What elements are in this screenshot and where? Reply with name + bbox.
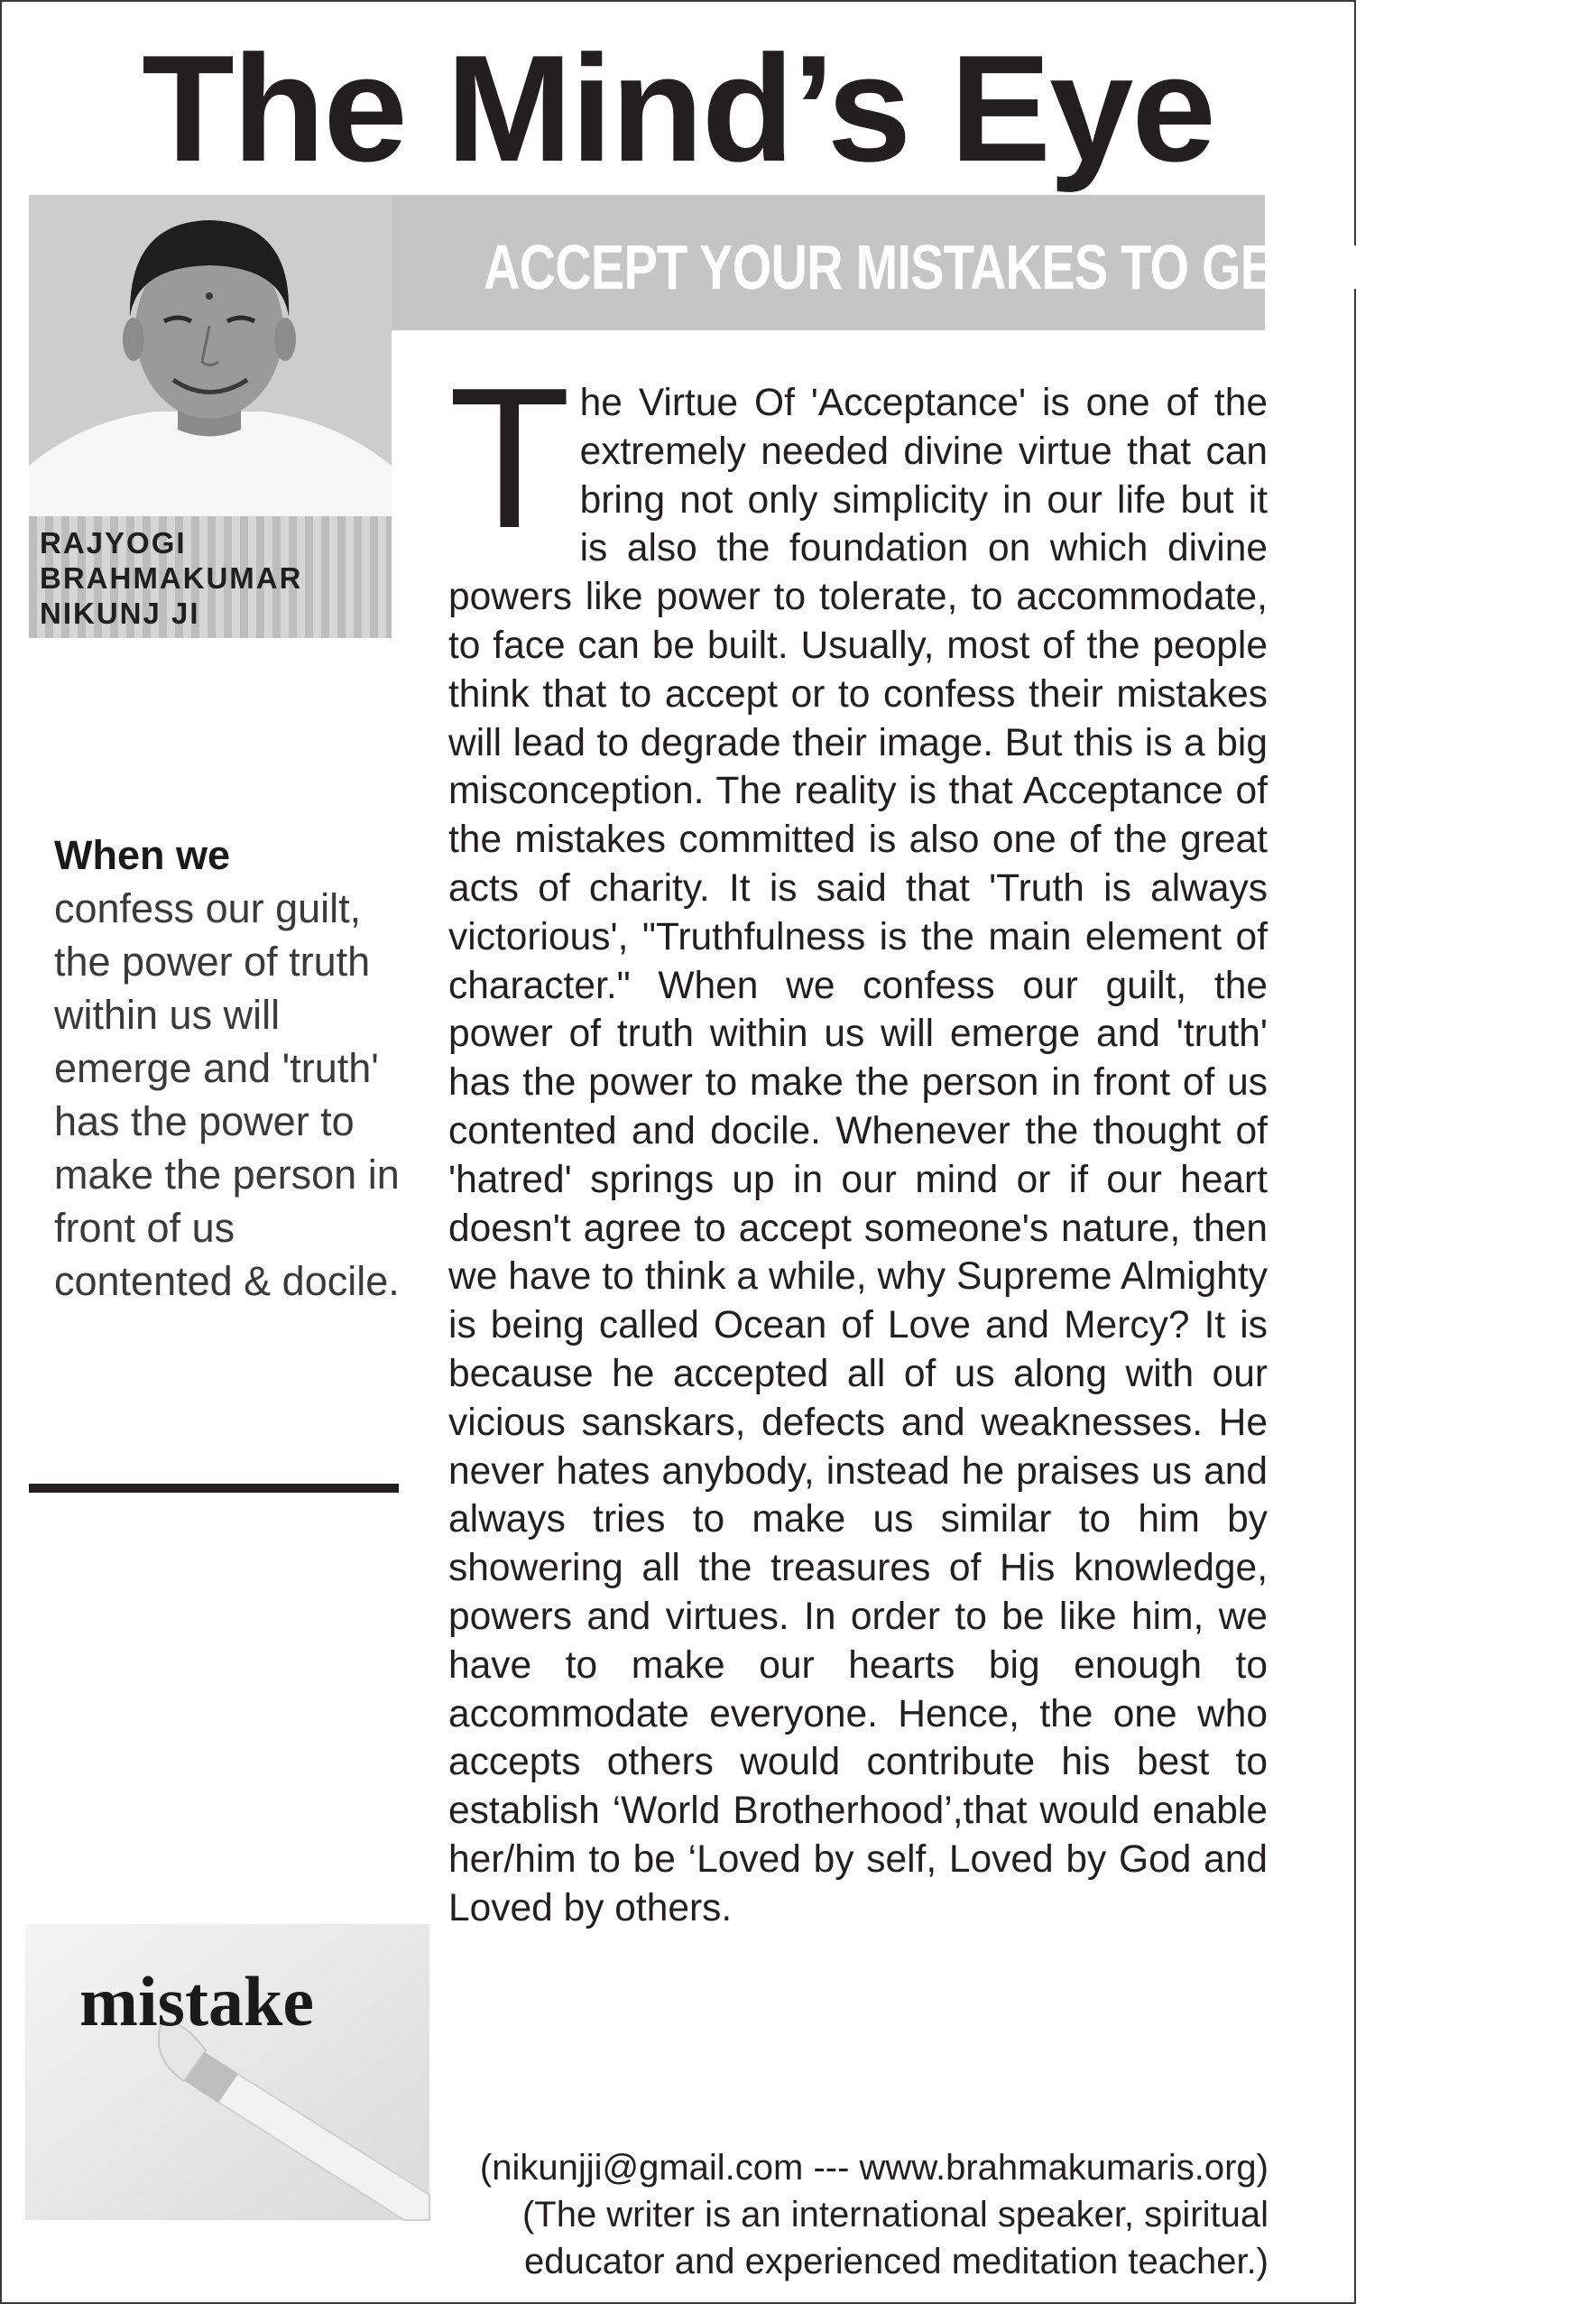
pull-quote — [54, 828, 424, 1308]
article-text: he Virtue Of 'Acceptance' is one of the extremely needed divine virtue that can bring not only simplicity in our life but it is also the foundation on which divine powers like power to tolerate, to accommodate, to face can be built. Usually, most of the people think that to accept or to confess their mistakes will lead to degrade their image. But this is a big misconception. The reality is that Acceptance of the mistakes committed is also one of the great acts of charity. It is said that 'Truth is always victorious', "Truthfulness is the main element of character." When we confess our guilt, the power of truth within us will emerge and 'truth' has the power to make the person in front of us contented and docile. Whenever the thought of 'hatred' springs up in our mind or if our heart doesn't agree to accept someone's nature, then we have to think a while, why Supreme Almighty is being called Ocean of Love and Mercy? It is because he accepted all of us along with our vicious sanskars, defects and weaknesses. He never hates anybody, instead he praises us and always tries to make us similar to him by showering all the treasures of His knowledge, powers and virtues. In order to be like him, we have to make our hearts big enough to accommodate everyone. Hence, the one who accepts others would contribute his best to establish ‘World Brotherhood’,that would enable her/him to be ‘Loved by self, Loved by God and Loved by others. — [448, 382, 1268, 1929]
author-affiliation: BRAHMAKUMAR — [40, 561, 303, 595]
pull-quote-lead: When we — [54, 832, 231, 878]
article-footer — [424, 2144, 1268, 2285]
masthead-title: The Mind’s Eye — [142, 23, 1214, 193]
author-title: RAJYOGI — [40, 526, 187, 560]
mistake-illustration — [25, 1924, 429, 2220]
bio-line-2: educator and experienced meditation teacher.) — [524, 2242, 1268, 2281]
author-byline — [29, 516, 392, 638]
author-photo-icon — [29, 195, 392, 516]
drop-cap: T — [448, 347, 571, 570]
author-name: NIKUNJ JI — [40, 597, 200, 630]
mistake-word — [25, 1924, 429, 2220]
bio-line-1: (The writer is an international speaker, spiritual — [521, 2195, 1268, 2235]
pull-quote-text: confess our guilt, the power of truth within us will emerge and 'truth' has the power to make the person in front of us contented & docile. — [54, 885, 400, 1304]
contact-line: (nikunjji@gmail.com --- www.brahmakumaris.org) — [479, 2148, 1268, 2188]
article-headline: ACCEPT YOUR MISTAKES TO GET LIBERATED — [484, 232, 1596, 302]
mistake-word-text: mistake — [79, 1962, 314, 2040]
article-body — [448, 347, 1268, 1933]
pull-quote-rule — [29, 1484, 399, 1493]
author-portrait — [29, 195, 392, 516]
